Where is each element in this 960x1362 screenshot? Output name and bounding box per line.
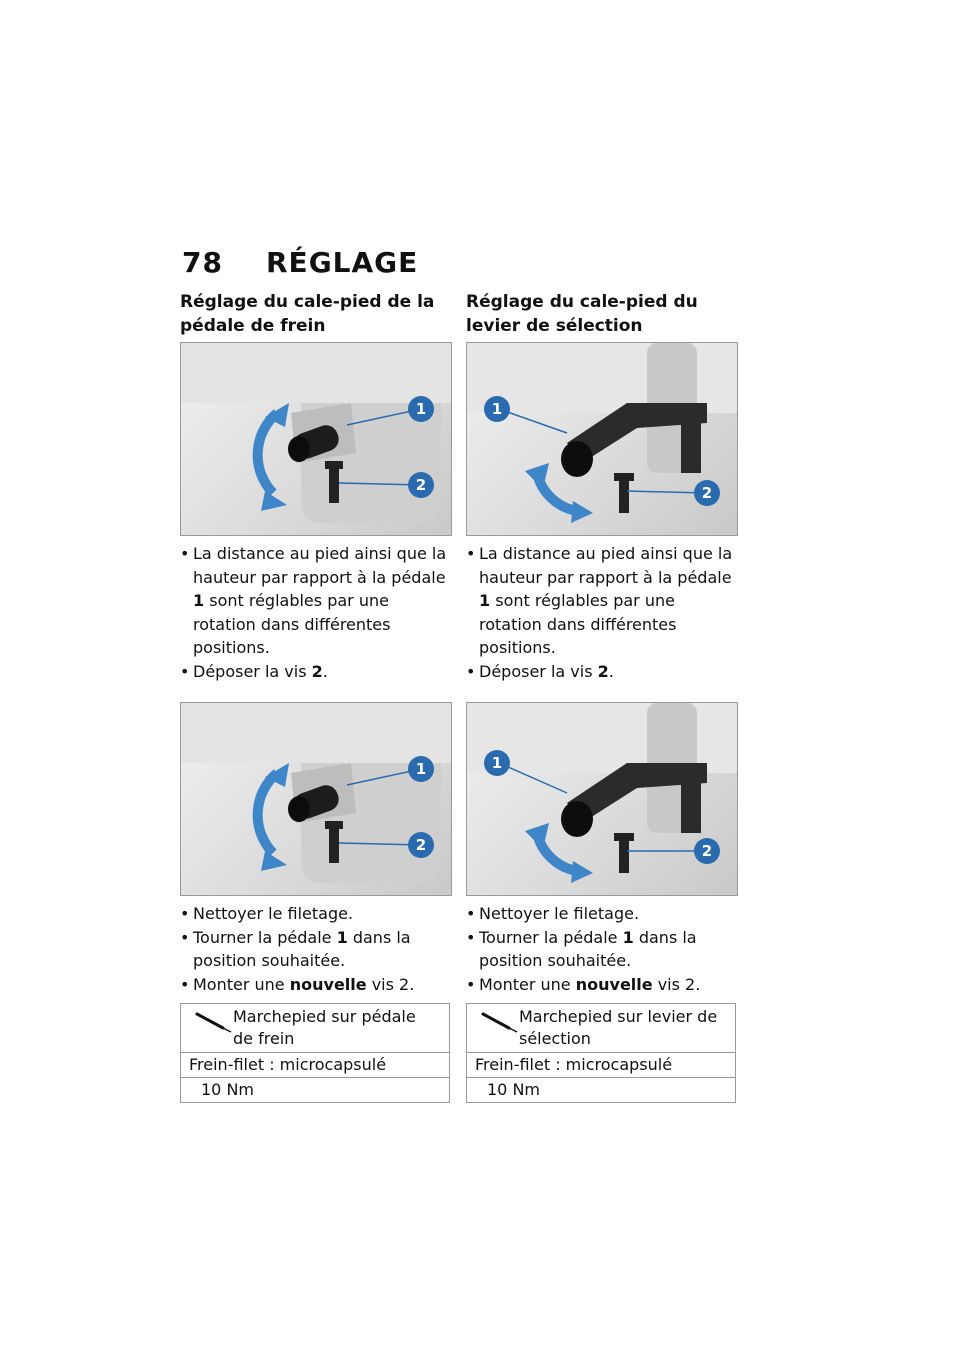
section-heading-shift-lever: Réglage du cale-pied du levier de sélection xyxy=(466,292,698,336)
list-item: • La distance au pied ainsi que la hauteur par rapport à la pédale 1 sont réglables par une rotation dans différentes positions. xyxy=(180,542,452,660)
steps-list-b xyxy=(466,902,738,996)
spec-threadlock: Frein-filet : microcapsulé xyxy=(181,1053,449,1078)
list-item: • Nettoyer le filetage. xyxy=(180,902,452,926)
spec-title: Marchepied sur pédale de frein xyxy=(233,1007,416,1048)
callout-1: 1 xyxy=(491,754,503,772)
list-item: • Déposer la vis 2. xyxy=(180,660,452,684)
steps-list-a xyxy=(466,542,738,683)
list-item: • Monter une nouvelle vis 2. xyxy=(466,973,738,997)
list-item: • Déposer la vis 2. xyxy=(466,660,738,684)
torque-wrench-icon xyxy=(481,1010,519,1034)
list-item: • Tourner la pédale 1 dans la position souhaitée. xyxy=(466,926,738,973)
page-number: 78 xyxy=(182,246,223,279)
spec-threadlock: Frein-filet : microcapsulé xyxy=(467,1053,735,1078)
callout-1: 1 xyxy=(415,400,427,418)
figure-shift-lever-2 xyxy=(466,702,738,896)
callout-1: 1 xyxy=(491,400,503,418)
steps-list-b xyxy=(180,902,452,996)
brake-pedal-illustration xyxy=(181,343,451,535)
spec-torque-value: 10 Nm xyxy=(201,1080,254,1099)
callout-2: 2 xyxy=(701,484,713,502)
spec-header xyxy=(181,1004,449,1053)
left-column xyxy=(180,290,452,1103)
brake-pedal-illustration xyxy=(181,703,451,895)
callout-2: 2 xyxy=(701,842,713,860)
callout-2: 2 xyxy=(415,836,427,854)
spec-torque-value: 10 Nm xyxy=(487,1080,540,1099)
list-item: • Nettoyer le filetage. xyxy=(466,902,738,926)
list-item: • Tourner la pédale 1 dans la position souhaitée. xyxy=(180,926,452,973)
callout-2: 2 xyxy=(415,476,427,494)
chapter-title: RÉGLAGE xyxy=(266,246,419,279)
figure-brake-pedal-2 xyxy=(180,702,452,896)
torque-spec-box xyxy=(466,1003,736,1103)
list-item: • La distance au pied ainsi que la hauteur par rapport à la pédale 1 sont réglables par une rotation dans différentes positions. xyxy=(466,542,738,660)
spec-title: Marchepied sur levier de sélection xyxy=(519,1007,718,1048)
figure-brake-pedal-1 xyxy=(180,342,452,536)
callout-1: 1 xyxy=(415,760,427,778)
figure-shift-lever-1 xyxy=(466,342,738,536)
section-heading-brake-pedal: Réglage du cale-pied de la pédale de frein xyxy=(180,292,435,336)
shift-lever-illustration xyxy=(467,343,737,535)
spec-header xyxy=(467,1004,735,1053)
torque-wrench-icon xyxy=(195,1010,233,1034)
list-item: • Monter une nouvelle vis 2. xyxy=(180,973,452,997)
shift-lever-illustration xyxy=(467,703,737,895)
right-column xyxy=(466,290,738,1103)
torque-spec-box xyxy=(180,1003,450,1103)
steps-list-a xyxy=(180,542,452,683)
